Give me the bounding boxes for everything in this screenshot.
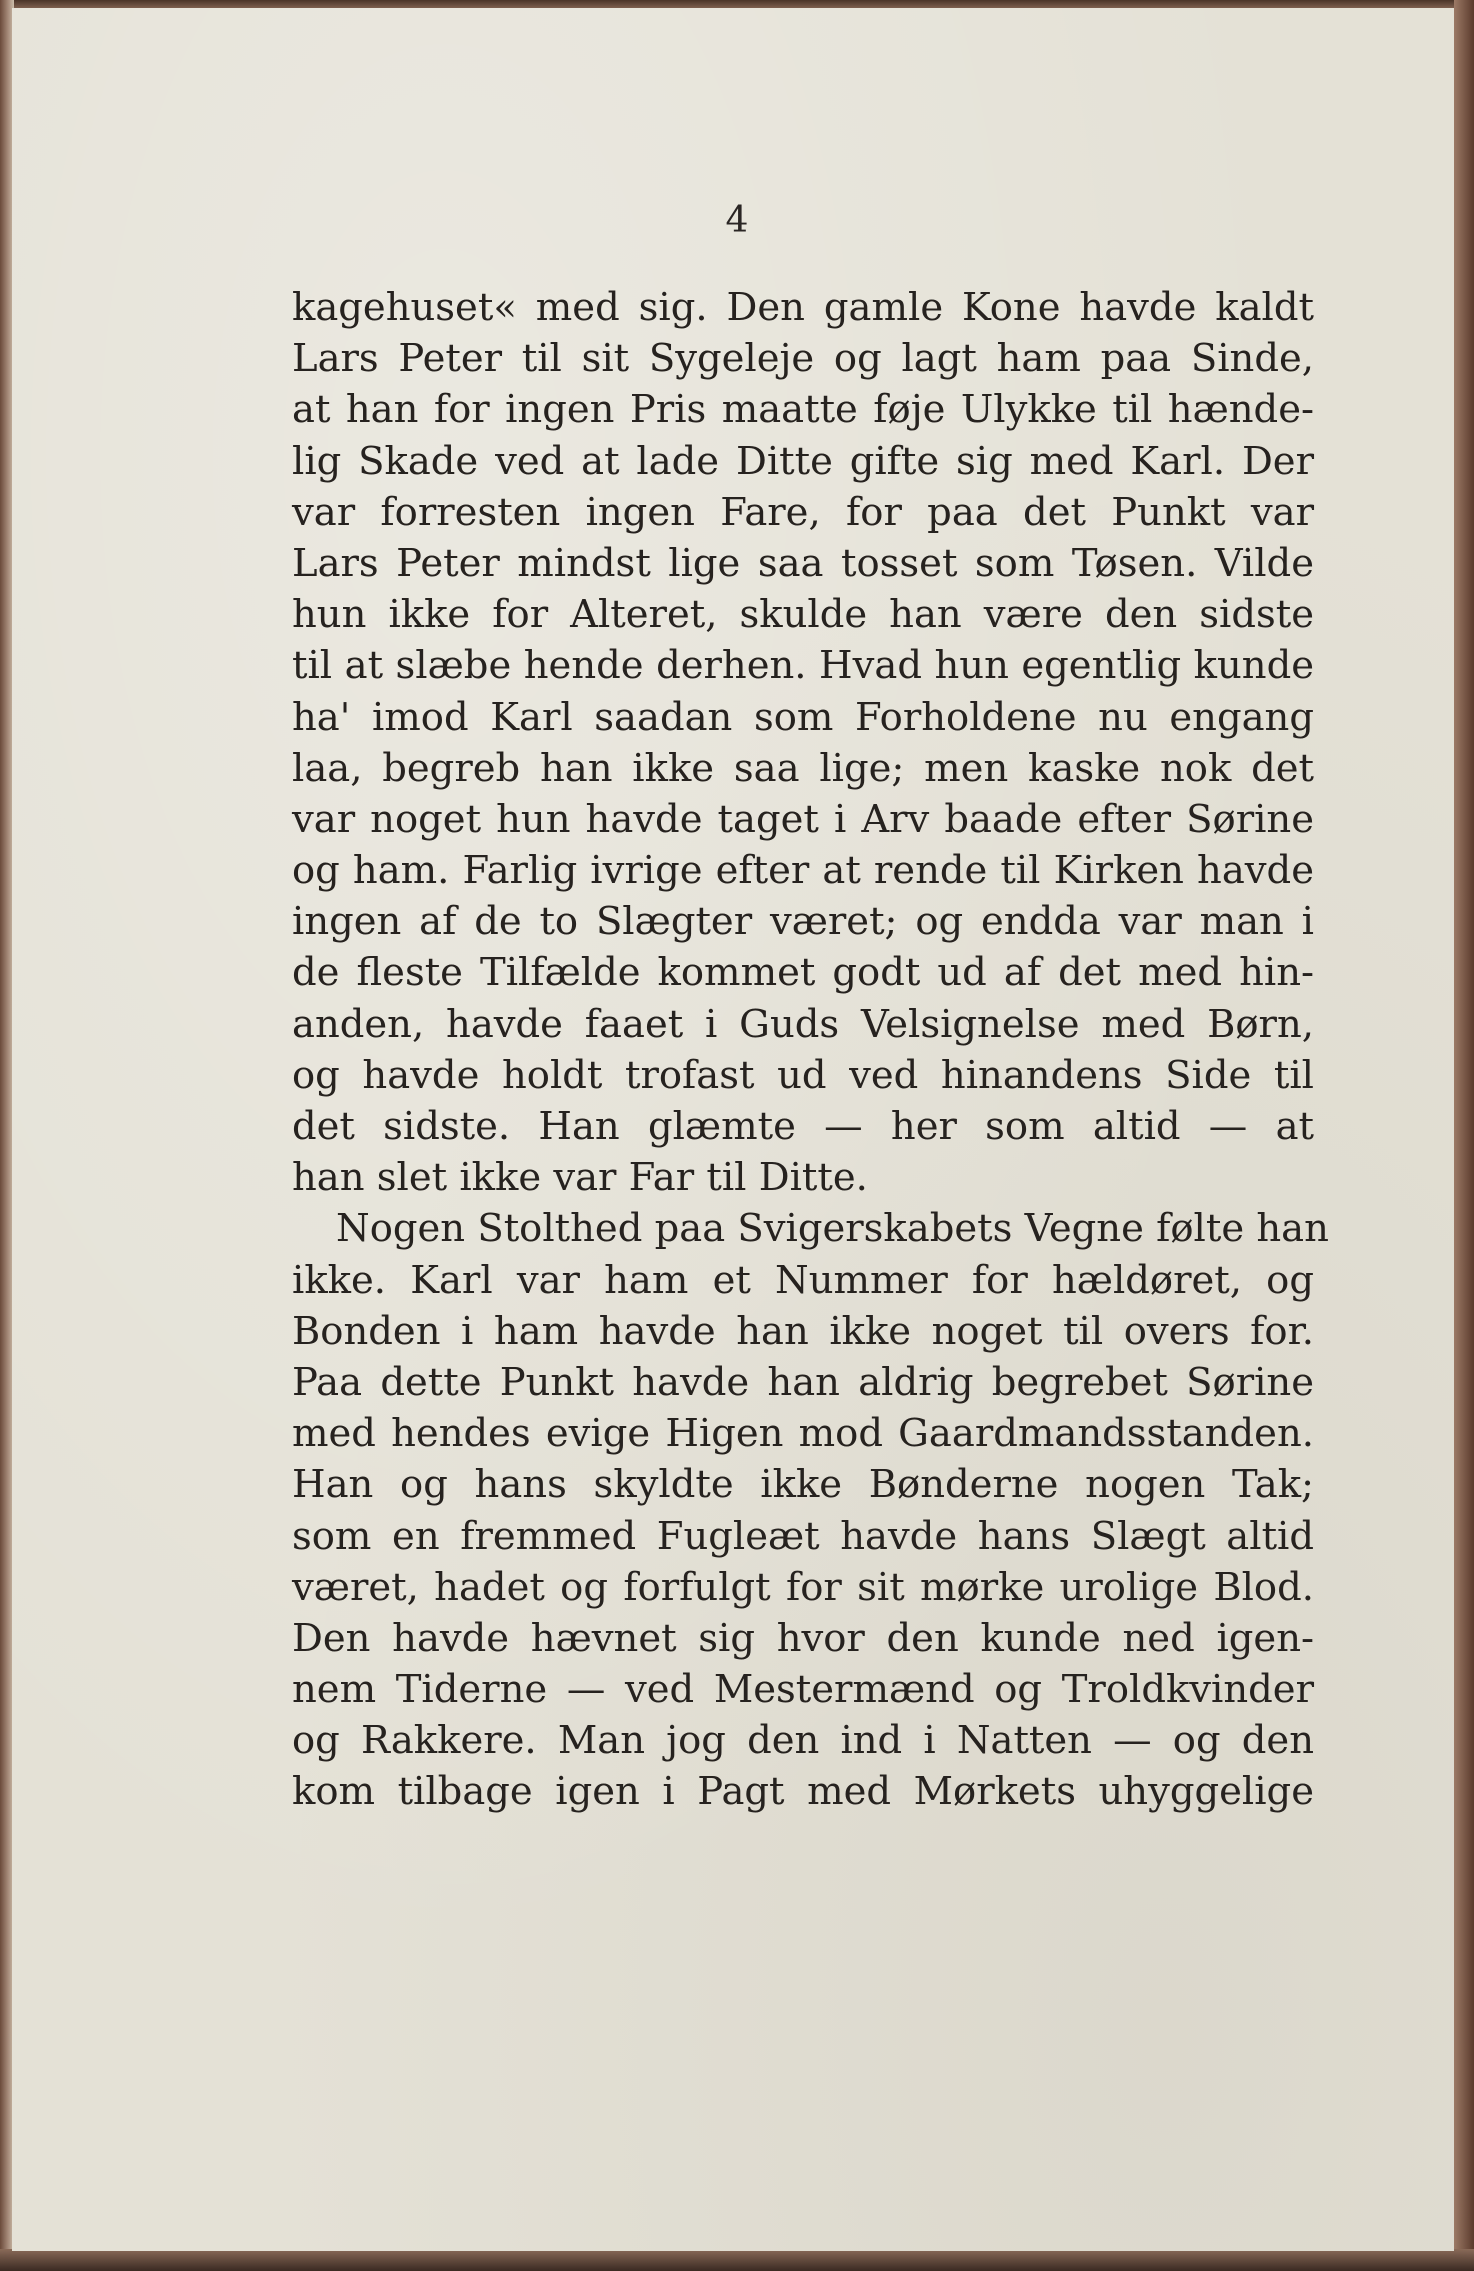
text-line: han slet ikke var Far til Ditte. [292, 1155, 868, 1201]
text-line: kom tilbage igen i Pagt med Mørkets uhyggelige [292, 1769, 1314, 1815]
text-line: ingen af de to Slægter været; og endda var man i [292, 899, 1314, 945]
text-line: det sidste. Han glæmte — her som altid — at [292, 1104, 1314, 1149]
text-line: som en fremmed Fugleæt havde hans Slægt altid [292, 1513, 1314, 1559]
book-edge-bottom [0, 2249, 1474, 2271]
text-line: hun ikke for Alteret, skulde han være den sidste [292, 592, 1314, 638]
book-edge-right [1454, 0, 1474, 2271]
text-line: var forresten ingen Fare, for paa det Punkt var [292, 489, 1314, 535]
text-line: kagehuset« med sig. Den gamle Kone havde kaldt [292, 285, 1314, 330]
body-text [292, 282, 1329, 1818]
text-line: og ham. Farlig ivrige efter at rende til Kirken havde [292, 848, 1314, 894]
text-line: laa, begreb han ikke saa lige; men kaske nok det [292, 745, 1314, 791]
text-line-paragraph-start: Nogen Stolthed paa Svigerskabets Vegne følte han [336, 1206, 1329, 1252]
text-line: var noget hun havde taget i Arv baade efter Sørine [292, 796, 1314, 842]
text-line: Den havde hævnet sig hvor den kunde ned igen- [292, 1615, 1314, 1661]
text-line: med hendes evige Higen mod Gaardmandsstanden. [292, 1411, 1314, 1457]
text-line: Bonden i ham havde han ikke noget til overs for. [292, 1308, 1314, 1354]
text-line: til at slæbe hende derhen. Hvad hun egentlig kunde [292, 643, 1314, 689]
text-line: Lars Peter mindst lige saa tosset som Tøsen. Vilde [292, 540, 1314, 586]
text-line: at han for ingen Pris maatte føje Ulykke til hænde- [292, 387, 1314, 433]
text-line: nem Tiderne — ved Mestermænd og Troldkvinder [292, 1667, 1314, 1713]
text-line: og havde holdt trofast ud ved hinandens Side til [292, 1052, 1314, 1098]
text-line: og Rakkere. Man jog den ind i Natten — og den [292, 1718, 1314, 1764]
text-line: ikke. Karl var ham et Nummer for hældøret, og [292, 1257, 1314, 1303]
text-line: været, hadet og forfulgt for sit mørke urolige Blod. [292, 1564, 1314, 1610]
text-line: anden, havde faaet i Guds Velsignelse med Børn, [292, 1001, 1314, 1047]
text-line: lig Skade ved at lade Ditte gifte sig med Karl. Der [292, 438, 1314, 484]
text-line: Han og hans skyldte ikke Bønderne nogen Tak; [292, 1462, 1314, 1508]
text-line: Paa dette Punkt havde han aldrig begrebet Sørine [292, 1359, 1314, 1405]
text-line: ha' imod Karl saadan som Forholdene nu engang [292, 694, 1314, 740]
text-line: Lars Peter til sit Sygeleje og lagt ham paa Sinde, [292, 336, 1314, 382]
page-number: 4 [725, 200, 749, 241]
text-line: de fleste Tilfælde kommet godt ud af det med hin- [292, 950, 1314, 996]
